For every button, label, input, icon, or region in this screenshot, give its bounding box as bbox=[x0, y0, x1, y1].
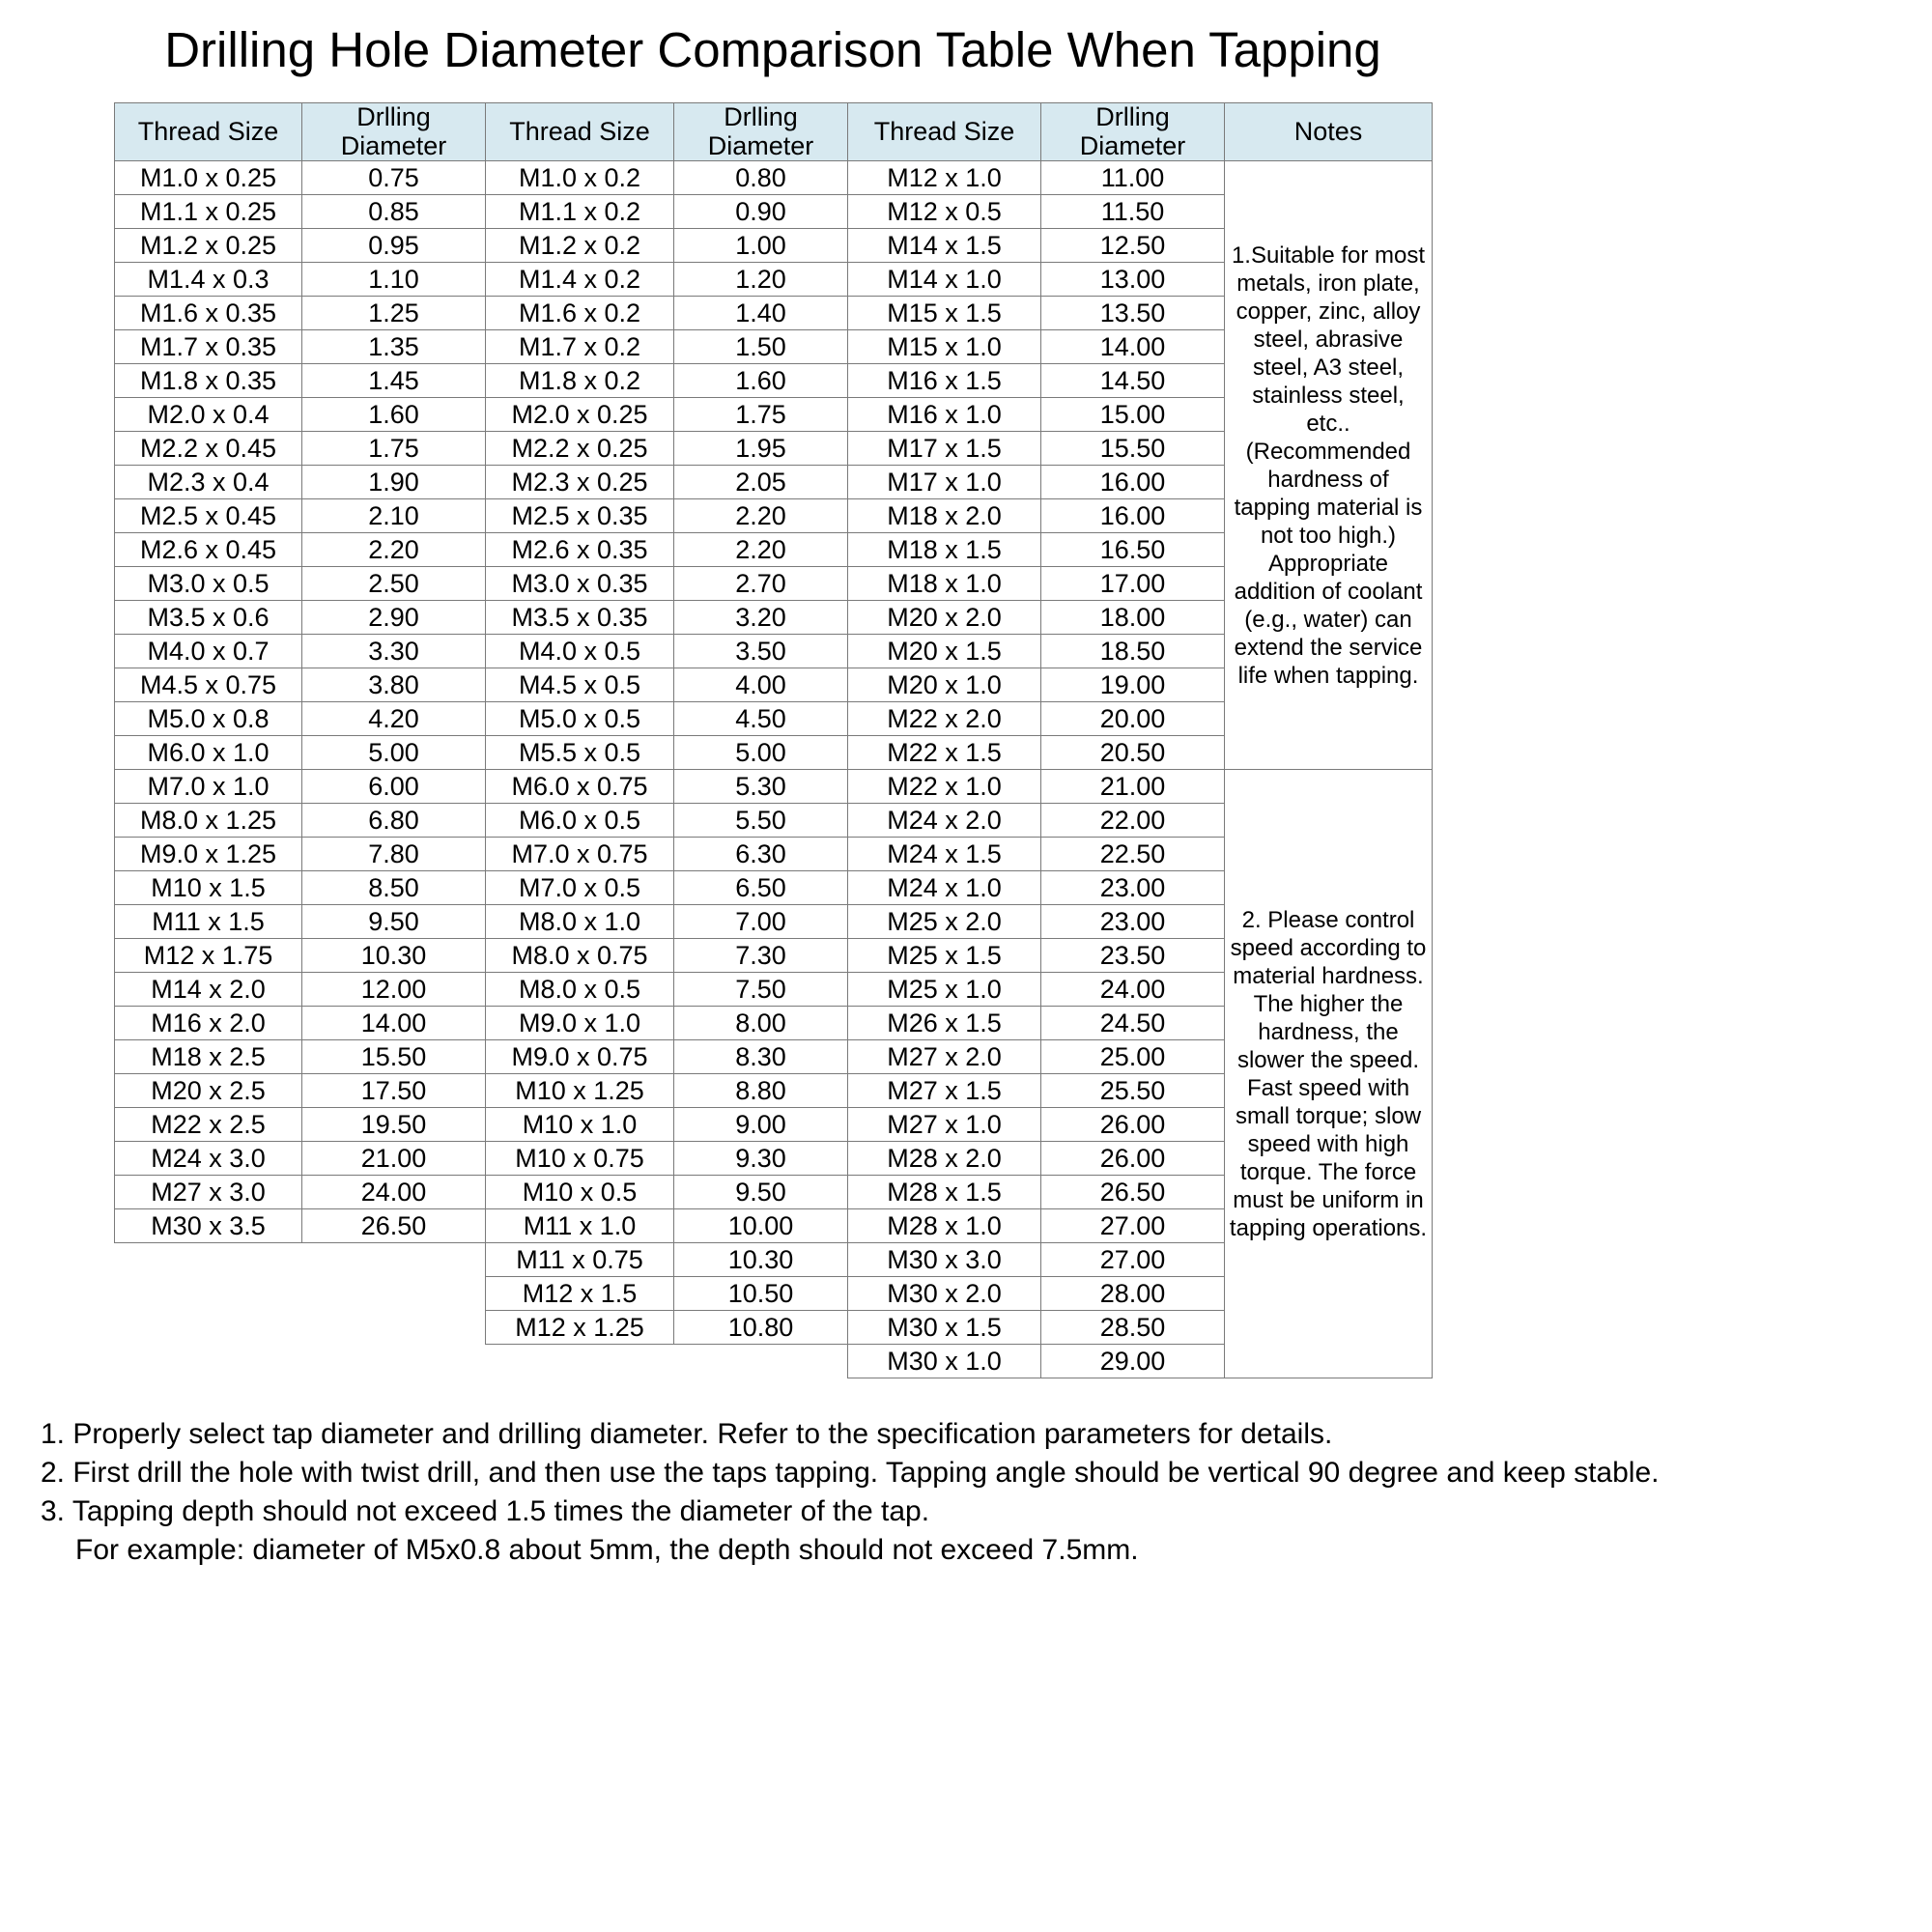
thread-size-cell: M20 x 2.5 bbox=[115, 1074, 302, 1108]
thread-size-cell: M4.5 x 0.5 bbox=[486, 668, 674, 702]
drill-diameter-cell: 9.30 bbox=[674, 1142, 848, 1176]
drill-diameter-cell: 8.30 bbox=[674, 1040, 848, 1074]
drill-diameter-cell: 17.00 bbox=[1041, 567, 1225, 601]
thread-size-cell: M1.1 x 0.25 bbox=[115, 195, 302, 229]
drill-diameter-cell: 21.00 bbox=[1041, 770, 1225, 804]
drill-diameter-cell: 7.80 bbox=[302, 838, 486, 871]
drill-diameter-cell: 3.20 bbox=[674, 601, 848, 635]
footer-line-1: 1. Properly select tap diameter and drilling diameter. Refer to the specification parameters for details. bbox=[41, 1418, 1333, 1451]
drill-diameter-cell: 22.00 bbox=[1041, 804, 1225, 838]
table-header-row bbox=[115, 103, 1433, 161]
thread-size-cell: M16 x 2.0 bbox=[115, 1007, 302, 1040]
footer-line-3: 3. Tapping depth should not exceed 1.5 times the diameter of the tap. bbox=[41, 1495, 930, 1528]
drill-diameter-cell: 2.05 bbox=[674, 466, 848, 499]
thread-size-cell: M1.6 x 0.2 bbox=[486, 297, 674, 330]
drill-diameter-cell: 24.00 bbox=[1041, 973, 1225, 1007]
thread-size-cell: M22 x 1.5 bbox=[848, 736, 1041, 770]
drill-diameter-cell: 21.00 bbox=[302, 1142, 486, 1176]
drill-diameter-cell: 5.50 bbox=[674, 804, 848, 838]
drill-diameter-cell: 2.20 bbox=[674, 533, 848, 567]
header-thread-size-2: Thread Size bbox=[486, 103, 674, 161]
header-drill-diameter-3: Drlling Diameter bbox=[1041, 103, 1225, 161]
thread-size-cell: M2.6 x 0.35 bbox=[486, 533, 674, 567]
drill-diameter-cell: 1.10 bbox=[302, 263, 486, 297]
drill-diameter-cell: 8.80 bbox=[674, 1074, 848, 1108]
drill-diameter-cell: 6.00 bbox=[302, 770, 486, 804]
thread-size-cell: M2.2 x 0.25 bbox=[486, 432, 674, 466]
drill-diameter-cell: 1.60 bbox=[302, 398, 486, 432]
thread-size-cell: M17 x 1.5 bbox=[848, 432, 1041, 466]
drill-diameter-cell: 15.50 bbox=[302, 1040, 486, 1074]
thread-size-cell: M4.0 x 0.7 bbox=[115, 635, 302, 668]
footer-notes bbox=[41, 1415, 1932, 1570]
drill-diameter-cell: 16.00 bbox=[1041, 466, 1225, 499]
thread-size-cell: M1.7 x 0.2 bbox=[486, 330, 674, 364]
thread-size-cell: M30 x 1.5 bbox=[848, 1311, 1041, 1345]
thread-size-cell: M9.0 x 1.0 bbox=[486, 1007, 674, 1040]
drill-diameter-cell: 7.50 bbox=[674, 973, 848, 1007]
drill-diameter-cell: 26.00 bbox=[1041, 1142, 1225, 1176]
drill-diameter-cell: 8.50 bbox=[302, 871, 486, 905]
empty-cell bbox=[302, 1311, 486, 1345]
drill-diameter-cell: 10.30 bbox=[674, 1243, 848, 1277]
thread-size-cell: M27 x 3.0 bbox=[115, 1176, 302, 1209]
drill-diameter-cell: 10.80 bbox=[674, 1311, 848, 1345]
footer-line-2: 2. First drill the hole with twist drill, and then use the taps tapping. Tapping angle should be vertical 90 degree and keep stable. bbox=[41, 1457, 1660, 1490]
drill-diameter-cell: 9.50 bbox=[674, 1176, 848, 1209]
drill-diameter-cell: 2.90 bbox=[302, 601, 486, 635]
thread-size-cell: M2.0 x 0.4 bbox=[115, 398, 302, 432]
thread-size-cell: M20 x 1.5 bbox=[848, 635, 1041, 668]
drill-diameter-cell: 1.45 bbox=[302, 364, 486, 398]
thread-size-cell: M2.0 x 0.25 bbox=[486, 398, 674, 432]
drill-diameter-cell: 1.00 bbox=[674, 229, 848, 263]
thread-size-cell: M10 x 0.5 bbox=[486, 1176, 674, 1209]
drill-diameter-cell: 1.35 bbox=[302, 330, 486, 364]
thread-size-cell: M30 x 3.5 bbox=[115, 1209, 302, 1243]
thread-size-cell: M25 x 1.5 bbox=[848, 939, 1041, 973]
drill-diameter-cell: 6.80 bbox=[302, 804, 486, 838]
drill-diameter-cell: 14.00 bbox=[302, 1007, 486, 1040]
thread-size-cell: M16 x 1.5 bbox=[848, 364, 1041, 398]
drill-diameter-cell: 26.50 bbox=[302, 1209, 486, 1243]
thread-size-cell: M24 x 1.5 bbox=[848, 838, 1041, 871]
drill-diameter-cell: 4.00 bbox=[674, 668, 848, 702]
drill-diameter-cell: 1.60 bbox=[674, 364, 848, 398]
empty-cell bbox=[486, 1345, 674, 1378]
thread-size-cell: M1.4 x 0.3 bbox=[115, 263, 302, 297]
thread-size-cell: M12 x 0.5 bbox=[848, 195, 1041, 229]
empty-cell bbox=[115, 1277, 302, 1311]
drill-diameter-cell: 2.20 bbox=[302, 533, 486, 567]
thread-size-cell: M12 x 1.0 bbox=[848, 161, 1041, 195]
drill-diameter-cell: 15.50 bbox=[1041, 432, 1225, 466]
drill-diameter-cell: 6.50 bbox=[674, 871, 848, 905]
thread-size-cell: M7.0 x 1.0 bbox=[115, 770, 302, 804]
thread-size-cell: M10 x 0.75 bbox=[486, 1142, 674, 1176]
thread-size-cell: M16 x 1.0 bbox=[848, 398, 1041, 432]
drill-diameter-cell: 13.00 bbox=[1041, 263, 1225, 297]
empty-cell bbox=[115, 1311, 302, 1345]
thread-size-cell: M18 x 1.5 bbox=[848, 533, 1041, 567]
thread-size-cell: M9.0 x 0.75 bbox=[486, 1040, 674, 1074]
thread-size-cell: M18 x 2.5 bbox=[115, 1040, 302, 1074]
thread-size-cell: M22 x 2.0 bbox=[848, 702, 1041, 736]
thread-size-cell: M20 x 1.0 bbox=[848, 668, 1041, 702]
thread-size-cell: M8.0 x 0.5 bbox=[486, 973, 674, 1007]
drill-diameter-cell: 11.00 bbox=[1041, 161, 1225, 195]
thread-size-cell: M25 x 2.0 bbox=[848, 905, 1041, 939]
empty-cell bbox=[115, 1345, 302, 1378]
thread-size-cell: M2.5 x 0.45 bbox=[115, 499, 302, 533]
drill-diameter-cell: 17.50 bbox=[302, 1074, 486, 1108]
header-drill-diameter-1: Drlling Diameter bbox=[302, 103, 486, 161]
drill-diameter-cell: 3.30 bbox=[302, 635, 486, 668]
drill-diameter-cell: 25.50 bbox=[1041, 1074, 1225, 1108]
header-notes: Notes bbox=[1225, 103, 1433, 161]
thread-size-cell: M12 x 1.5 bbox=[486, 1277, 674, 1311]
thread-size-cell: M5.5 x 0.5 bbox=[486, 736, 674, 770]
thread-size-cell: M28 x 1.0 bbox=[848, 1209, 1041, 1243]
drill-diameter-cell: 9.00 bbox=[674, 1108, 848, 1142]
thread-size-cell: M30 x 3.0 bbox=[848, 1243, 1041, 1277]
drill-diameter-cell: 0.85 bbox=[302, 195, 486, 229]
drill-diameter-cell: 2.50 bbox=[302, 567, 486, 601]
thread-size-cell: M18 x 1.0 bbox=[848, 567, 1041, 601]
thread-size-cell: M5.0 x 0.8 bbox=[115, 702, 302, 736]
thread-size-cell: M1.2 x 0.2 bbox=[486, 229, 674, 263]
empty-cell bbox=[302, 1243, 486, 1277]
thread-size-cell: M10 x 1.25 bbox=[486, 1074, 674, 1108]
thread-size-cell: M1.6 x 0.35 bbox=[115, 297, 302, 330]
thread-size-cell: M2.5 x 0.35 bbox=[486, 499, 674, 533]
thread-size-cell: M7.0 x 0.5 bbox=[486, 871, 674, 905]
drill-diameter-cell: 1.20 bbox=[674, 263, 848, 297]
thread-size-cell: M14 x 1.5 bbox=[848, 229, 1041, 263]
drill-diameter-cell: 7.30 bbox=[674, 939, 848, 973]
drill-diameter-cell: 5.00 bbox=[302, 736, 486, 770]
thread-size-cell: M10 x 1.0 bbox=[486, 1108, 674, 1142]
drill-diameter-cell: 24.50 bbox=[1041, 1007, 1225, 1040]
thread-size-cell: M8.0 x 1.0 bbox=[486, 905, 674, 939]
drill-diameter-cell: 27.00 bbox=[1041, 1209, 1225, 1243]
tapping-comparison-table bbox=[114, 102, 1433, 1378]
thread-size-cell: M8.0 x 0.75 bbox=[486, 939, 674, 973]
drill-diameter-cell: 23.00 bbox=[1041, 871, 1225, 905]
drill-diameter-cell: 19.50 bbox=[302, 1108, 486, 1142]
thread-size-cell: M11 x 1.0 bbox=[486, 1209, 674, 1243]
thread-size-cell: M1.0 x 0.2 bbox=[486, 161, 674, 195]
drill-diameter-cell: 20.50 bbox=[1041, 736, 1225, 770]
thread-size-cell: M7.0 x 0.75 bbox=[486, 838, 674, 871]
empty-cell bbox=[115, 1243, 302, 1277]
drill-diameter-cell: 28.50 bbox=[1041, 1311, 1225, 1345]
drill-diameter-cell: 26.00 bbox=[1041, 1108, 1225, 1142]
drill-diameter-cell: 2.70 bbox=[674, 567, 848, 601]
table-row bbox=[115, 161, 1433, 195]
thread-size-cell: M4.5 x 0.75 bbox=[115, 668, 302, 702]
thread-size-cell: M24 x 1.0 bbox=[848, 871, 1041, 905]
thread-size-cell: M1.4 x 0.2 bbox=[486, 263, 674, 297]
thread-size-cell: M2.3 x 0.4 bbox=[115, 466, 302, 499]
drill-diameter-cell: 4.50 bbox=[674, 702, 848, 736]
drill-diameter-cell: 2.10 bbox=[302, 499, 486, 533]
drill-diameter-cell: 1.90 bbox=[302, 466, 486, 499]
thread-size-cell: M30 x 2.0 bbox=[848, 1277, 1041, 1311]
thread-size-cell: M1.2 x 0.25 bbox=[115, 229, 302, 263]
thread-size-cell: M2.6 x 0.45 bbox=[115, 533, 302, 567]
thread-size-cell: M27 x 1.0 bbox=[848, 1108, 1041, 1142]
drill-diameter-cell: 27.00 bbox=[1041, 1243, 1225, 1277]
thread-size-cell: M2.3 x 0.25 bbox=[486, 466, 674, 499]
drill-diameter-cell: 9.50 bbox=[302, 905, 486, 939]
drill-diameter-cell: 1.40 bbox=[674, 297, 848, 330]
drill-diameter-cell: 0.80 bbox=[674, 161, 848, 195]
drill-diameter-cell: 3.80 bbox=[302, 668, 486, 702]
drill-diameter-cell: 1.25 bbox=[302, 297, 486, 330]
thread-size-cell: M30 x 1.0 bbox=[848, 1345, 1041, 1378]
drill-diameter-cell: 16.50 bbox=[1041, 533, 1225, 567]
thread-size-cell: M11 x 1.5 bbox=[115, 905, 302, 939]
header-thread-size-1: Thread Size bbox=[115, 103, 302, 161]
drill-diameter-cell: 12.50 bbox=[1041, 229, 1225, 263]
thread-size-cell: M26 x 1.5 bbox=[848, 1007, 1041, 1040]
drill-diameter-cell: 28.00 bbox=[1041, 1277, 1225, 1311]
thread-size-cell: M10 x 1.5 bbox=[115, 871, 302, 905]
drill-diameter-cell: 7.00 bbox=[674, 905, 848, 939]
drill-diameter-cell: 18.00 bbox=[1041, 601, 1225, 635]
thread-size-cell: M8.0 x 1.25 bbox=[115, 804, 302, 838]
thread-size-cell: M9.0 x 1.25 bbox=[115, 838, 302, 871]
empty-cell bbox=[302, 1345, 486, 1378]
drill-diameter-cell: 2.20 bbox=[674, 499, 848, 533]
drill-diameter-cell: 23.50 bbox=[1041, 939, 1225, 973]
header-drill-diameter-2: Drlling Diameter bbox=[674, 103, 848, 161]
page-title: Drilling Hole Diameter Comparison Table When Tapping bbox=[164, 22, 1381, 77]
drill-diameter-cell: 3.50 bbox=[674, 635, 848, 668]
thread-size-cell: M15 x 1.0 bbox=[848, 330, 1041, 364]
table-body bbox=[115, 161, 1433, 1378]
thread-size-cell: M12 x 1.25 bbox=[486, 1311, 674, 1345]
drill-diameter-cell: 14.00 bbox=[1041, 330, 1225, 364]
drill-diameter-cell: 1.75 bbox=[674, 398, 848, 432]
drill-diameter-cell: 13.50 bbox=[1041, 297, 1225, 330]
drill-diameter-cell: 6.30 bbox=[674, 838, 848, 871]
thread-size-cell: M5.0 x 0.5 bbox=[486, 702, 674, 736]
drill-diameter-cell: 20.00 bbox=[1041, 702, 1225, 736]
thread-size-cell: M14 x 2.0 bbox=[115, 973, 302, 1007]
drill-diameter-cell: 5.30 bbox=[674, 770, 848, 804]
drill-diameter-cell: 25.00 bbox=[1041, 1040, 1225, 1074]
thread-size-cell: M6.0 x 1.0 bbox=[115, 736, 302, 770]
drill-diameter-cell: 29.00 bbox=[1041, 1345, 1225, 1378]
thread-size-cell: M17 x 1.0 bbox=[848, 466, 1041, 499]
drill-diameter-cell: 26.50 bbox=[1041, 1176, 1225, 1209]
thread-size-cell: M6.0 x 0.5 bbox=[486, 804, 674, 838]
drill-diameter-cell: 19.00 bbox=[1041, 668, 1225, 702]
drill-diameter-cell: 10.50 bbox=[674, 1277, 848, 1311]
drill-diameter-cell: 18.50 bbox=[1041, 635, 1225, 668]
thread-size-cell: M27 x 2.0 bbox=[848, 1040, 1041, 1074]
drill-diameter-cell: 10.30 bbox=[302, 939, 486, 973]
thread-size-cell: M22 x 1.0 bbox=[848, 770, 1041, 804]
thread-size-cell: M22 x 2.5 bbox=[115, 1108, 302, 1142]
thread-size-cell: M11 x 0.75 bbox=[486, 1243, 674, 1277]
drill-diameter-cell: 0.90 bbox=[674, 195, 848, 229]
thread-size-cell: M1.8 x 0.2 bbox=[486, 364, 674, 398]
drill-diameter-cell: 5.00 bbox=[674, 736, 848, 770]
thread-size-cell: M3.5 x 0.6 bbox=[115, 601, 302, 635]
empty-cell bbox=[674, 1345, 848, 1378]
thread-size-cell: M3.0 x 0.5 bbox=[115, 567, 302, 601]
drill-diameter-cell: 22.50 bbox=[1041, 838, 1225, 871]
thread-size-cell: M14 x 1.0 bbox=[848, 263, 1041, 297]
thread-size-cell: M1.8 x 0.35 bbox=[115, 364, 302, 398]
drill-diameter-cell: 12.00 bbox=[302, 973, 486, 1007]
header-thread-size-3: Thread Size bbox=[848, 103, 1041, 161]
drill-diameter-cell: 4.20 bbox=[302, 702, 486, 736]
drill-diameter-cell: 24.00 bbox=[302, 1176, 486, 1209]
drill-diameter-cell: 23.00 bbox=[1041, 905, 1225, 939]
drill-diameter-cell: 1.75 bbox=[302, 432, 486, 466]
thread-size-cell: M2.2 x 0.45 bbox=[115, 432, 302, 466]
drill-diameter-cell: 1.95 bbox=[674, 432, 848, 466]
footer-line-4: For example: diameter of M5x0.8 about 5mm, the depth should not exceed 7.5mm. bbox=[75, 1534, 1139, 1567]
drill-diameter-cell: 0.95 bbox=[302, 229, 486, 263]
thread-size-cell: M6.0 x 0.75 bbox=[486, 770, 674, 804]
drill-diameter-cell: 1.50 bbox=[674, 330, 848, 364]
table-row bbox=[115, 770, 1433, 804]
thread-size-cell: M28 x 2.0 bbox=[848, 1142, 1041, 1176]
thread-size-cell: M3.5 x 0.35 bbox=[486, 601, 674, 635]
thread-size-cell: M24 x 3.0 bbox=[115, 1142, 302, 1176]
notes-cell: 1.Suitable for most metals, iron plate, copper, zinc, alloy steel, abrasive steel, A3 steel, stainless steel, etc..(Recommended hardness of tapping material is not too high.) Appropriate addition of coolant (e.g., water) can extend the service life when tapping. bbox=[1225, 161, 1433, 770]
thread-size-cell: M1.0 x 0.25 bbox=[115, 161, 302, 195]
thread-size-cell: M4.0 x 0.5 bbox=[486, 635, 674, 668]
drill-diameter-cell: 8.00 bbox=[674, 1007, 848, 1040]
empty-cell bbox=[302, 1277, 486, 1311]
drill-diameter-cell: 0.75 bbox=[302, 161, 486, 195]
thread-size-cell: M24 x 2.0 bbox=[848, 804, 1041, 838]
thread-size-cell: M1.7 x 0.35 bbox=[115, 330, 302, 364]
thread-size-cell: M3.0 x 0.35 bbox=[486, 567, 674, 601]
thread-size-cell: M18 x 2.0 bbox=[848, 499, 1041, 533]
drill-diameter-cell: 10.00 bbox=[674, 1209, 848, 1243]
thread-size-cell: M28 x 1.5 bbox=[848, 1176, 1041, 1209]
thread-size-cell: M25 x 1.0 bbox=[848, 973, 1041, 1007]
thread-size-cell: M20 x 2.0 bbox=[848, 601, 1041, 635]
drill-diameter-cell: 16.00 bbox=[1041, 499, 1225, 533]
drill-diameter-cell: 11.50 bbox=[1041, 195, 1225, 229]
thread-size-cell: M15 x 1.5 bbox=[848, 297, 1041, 330]
thread-size-cell: M12 x 1.75 bbox=[115, 939, 302, 973]
thread-size-cell: M1.1 x 0.2 bbox=[486, 195, 674, 229]
drill-diameter-cell: 15.00 bbox=[1041, 398, 1225, 432]
thread-size-cell: M27 x 1.5 bbox=[848, 1074, 1041, 1108]
drill-diameter-cell: 14.50 bbox=[1041, 364, 1225, 398]
notes-cell: 2. Please control speed according to material hardness. The higher the hardness, the slower the speed. Fast speed with small torque; slow speed with high torque. The force must be uniform in tapping operations. bbox=[1225, 770, 1433, 1378]
